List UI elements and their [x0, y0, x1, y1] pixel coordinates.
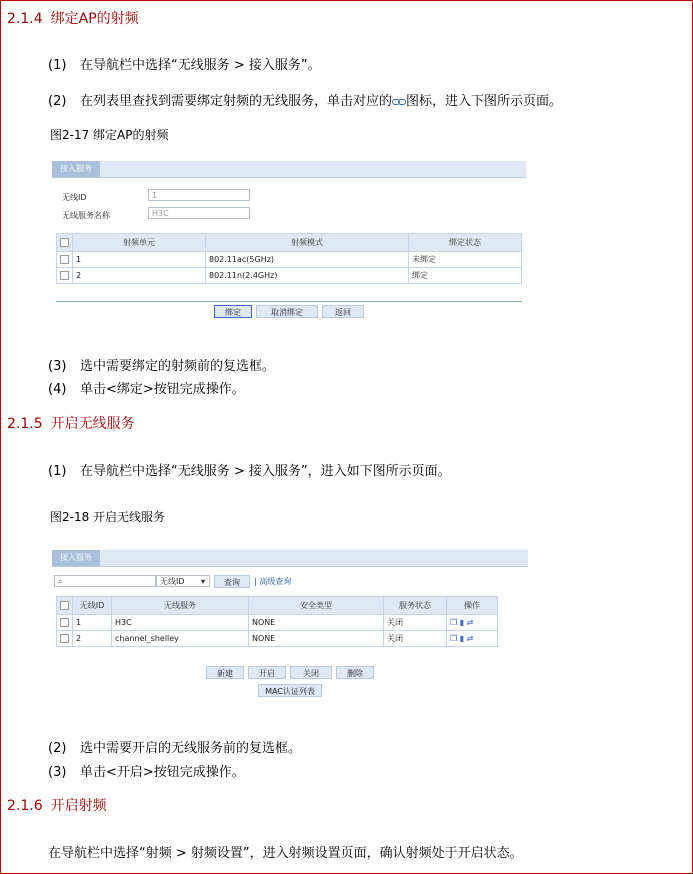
tab-access-service[interactable]: 接入服务 [52, 550, 100, 566]
step-2: (2) 选中需要开启的无线服务前的复选框。 [48, 741, 302, 756]
row-checkbox[interactable] [60, 255, 69, 264]
search-input[interactable] [54, 575, 156, 587]
figure-2-18 [52, 550, 528, 700]
radio-table [56, 233, 522, 284]
copy-icon[interactable]: ❐ [450, 634, 458, 643]
col-radio-unit: 射频单元 [73, 234, 206, 252]
enable-button[interactable]: 开启 [248, 666, 286, 679]
section-heading-2-1-4: 2.1.4 绑定AP的射频 [7, 11, 139, 27]
section-heading-2-1-5: 2.1.5 开启无线服务 [7, 416, 135, 432]
service-table [56, 596, 498, 647]
ssid-label: 无线ID [62, 193, 87, 202]
paragraph-2-1-6: 在导航栏中选择“射频 > 射频设置”，进入射频设置页面，确认射频处于开启状态。 [48, 846, 523, 861]
figure-caption-2-18: 图2-18 开启无线服务 [50, 510, 166, 524]
figure-caption-2-17: 图2-17 绑定AP的射频 [50, 128, 169, 142]
unbind-button[interactable]: 取消绑定 [256, 305, 318, 318]
copy-icon[interactable]: ❐ [450, 618, 458, 627]
table-row: 1 802.11ac(5GHz) 未绑定 [57, 252, 522, 268]
table-row: 2 802.11n(2.4GHz) 绑定 [57, 268, 522, 284]
row-checkbox[interactable] [60, 618, 69, 627]
divider [56, 301, 522, 302]
table-header [57, 234, 522, 252]
tab-bar [52, 550, 528, 567]
section-heading-2-1-6: 2.1.6 开启射频 [7, 798, 107, 814]
row-checkbox[interactable] [60, 271, 69, 280]
service-name-field[interactable]: H3C [148, 207, 250, 219]
col-security: 安全类型 [249, 597, 384, 615]
link-icon [392, 99, 406, 105]
col-radio-mode: 射频模式 [206, 234, 409, 252]
bind-button[interactable]: 绑定 [214, 305, 252, 318]
select-all-checkbox[interactable] [60, 601, 69, 610]
figure-2-17 [52, 161, 526, 319]
step-3: (3) 单击<开启>按钮完成操作。 [48, 765, 245, 780]
delete-button[interactable]: 删除 [336, 666, 374, 679]
filter-select[interactable]: 无线ID ▾ [156, 575, 210, 587]
step-2: (2) 在列表里查找到需要绑定射频的无线服务，单击对应的 图标，进入下图所示页面。 [48, 94, 563, 109]
step-4: (4) 单击<绑定>按钮完成操作。 [48, 382, 245, 397]
table-header [57, 597, 498, 615]
select-all-checkbox[interactable] [60, 238, 69, 247]
back-button[interactable]: 返回 [322, 305, 364, 318]
advanced-query-link[interactable]: | 高级查询 [254, 577, 292, 586]
link-icon[interactable]: ⇄ [466, 618, 474, 627]
step-1: (1) 在导航栏中选择“无线服务 > 接入服务”，进入如下图所示页面。 [48, 464, 451, 479]
query-button[interactable]: 查询 [214, 575, 250, 588]
col-service: 无线服务 [112, 597, 249, 615]
mac-auth-list-button[interactable]: MAC认证列表 [258, 684, 322, 697]
step-1: (1) 在导航栏中选择“无线服务 > 接入服务”。 [48, 58, 321, 73]
disable-button[interactable]: 关闭 [290, 666, 332, 679]
tab-access-service[interactable]: 接入服务 [52, 161, 100, 177]
search-icon: ⌕ [58, 577, 63, 586]
col-bind-status: 绑定状态 [409, 234, 522, 252]
ssid-field[interactable]: 1 [148, 189, 250, 201]
table-row: 1 H3C NONE 关闭 ❐ ▮ ⇄ [57, 615, 498, 631]
tab-bar [52, 161, 526, 178]
delete-icon[interactable]: ▮ [459, 618, 465, 627]
dropdown-arrow-icon: ▾ [200, 577, 205, 586]
col-operation: 操作 [447, 597, 498, 615]
row-checkbox[interactable] [60, 634, 69, 643]
col-ssid: 无线ID [73, 597, 112, 615]
table-row: 2 channel_shelley NONE 关闭 ❐ ▮ ⇄ [57, 631, 498, 647]
step-3: (3) 选中需要绑定的射频前的复选框。 [48, 359, 276, 374]
delete-icon[interactable]: ▮ [459, 634, 465, 643]
new-button[interactable]: 新建 [206, 666, 244, 679]
service-name-label: 无线服务名称 [62, 211, 110, 220]
link-icon[interactable]: ⇄ [466, 634, 474, 643]
col-state: 服务状态 [384, 597, 447, 615]
